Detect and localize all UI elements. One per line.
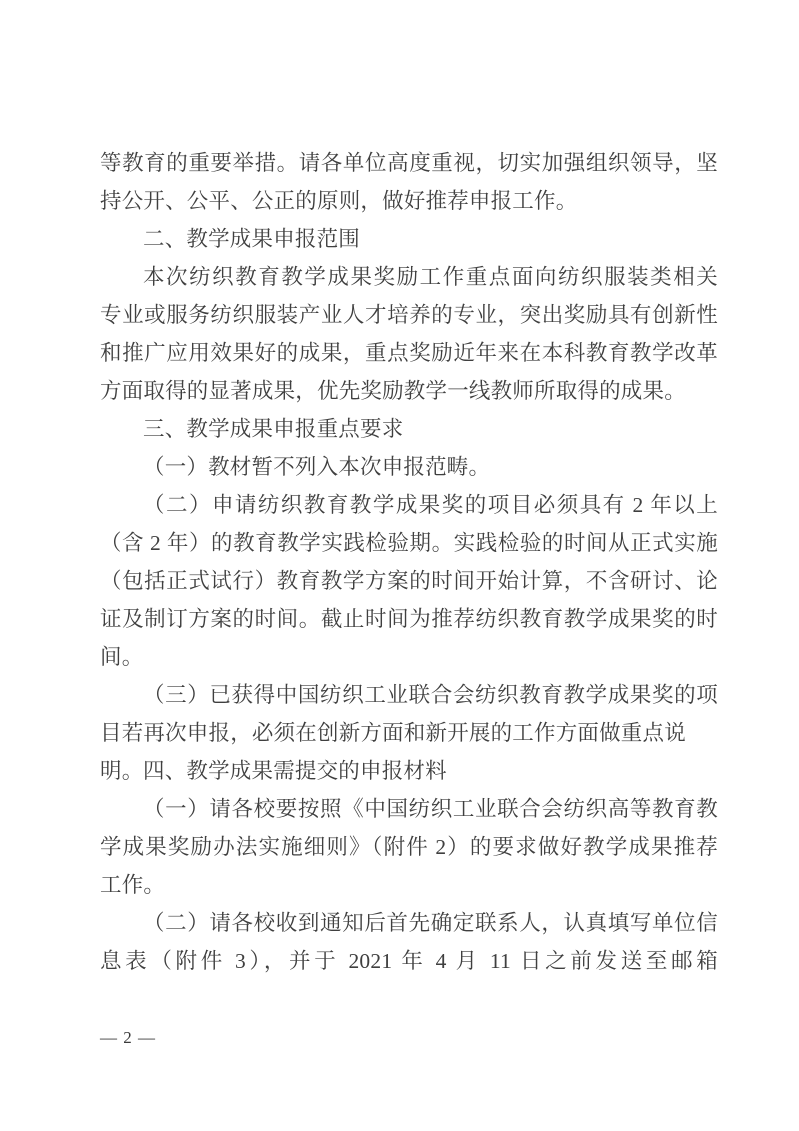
text-line: 和推广应用效果好的成果，重点奖励近年来在本科教育教学改革: [100, 341, 718, 365]
text-line: 学成果奖励办法实施细则》（附件 2）的要求做好教学成果推荐: [100, 835, 718, 859]
text-line: （三）已获得中国纺织工业联合会纺织教育教学成果奖的项: [143, 683, 718, 707]
section-heading: 四、教学成果需提交的申报材料: [143, 759, 447, 783]
text-line: 本次纺织教育教学成果奖励工作重点面向纺织服装类相关: [143, 265, 718, 289]
text-line: （二）申请纺织教育教学成果奖的项目必须具有 2 年以上: [143, 493, 718, 517]
text-line: 目若再次申报，必须在创新方面和新开展的工作方面做重点说明。: [100, 721, 686, 783]
text-line: 息表（附件 3），并于 2021 年 4 月 11 日之前发送至邮箱: [100, 949, 718, 973]
text-line: 等教育的重要举措。请各单位高度重视，切实加强组织领导，坚: [100, 151, 718, 175]
text-line: 持公开、公平、公正的原则，做好推荐申报工作。: [100, 189, 578, 213]
text-line: （含 2 年）的教育教学实践检验期。实践检验的时间从正式实施: [100, 531, 718, 555]
text-line: （包括正式试行）教育教学方案的时间开始计算，不含研讨、论: [100, 569, 718, 593]
text-line: （一）教材暂不列入本次申报范畴。: [143, 455, 491, 479]
text-line: 证及制订方案的时间。截止时间为推荐纺织教育教学成果奖的时: [100, 607, 718, 631]
text-line: 间。: [100, 645, 144, 669]
text-line: 专业或服务纺织服装产业人才培养的专业，突出奖励具有创新性: [100, 303, 718, 327]
text-line: 工作。: [100, 873, 166, 897]
section-heading: 三、教学成果申报重点要求: [143, 417, 404, 441]
text-line: （二）请各校收到通知后首先确定联系人，认真填写单位信: [143, 911, 718, 935]
section-heading: 二、教学成果申报范围: [143, 227, 361, 251]
text-line: 方面取得的显著成果，优先奖励教学一线教师所取得的成果。: [100, 379, 686, 403]
text-line: （一）请各校要按照《中国纺织工业联合会纺织高等教育教: [143, 797, 718, 821]
page-number: — 2 —: [100, 1028, 156, 1047]
document-body: [100, 144, 718, 980]
